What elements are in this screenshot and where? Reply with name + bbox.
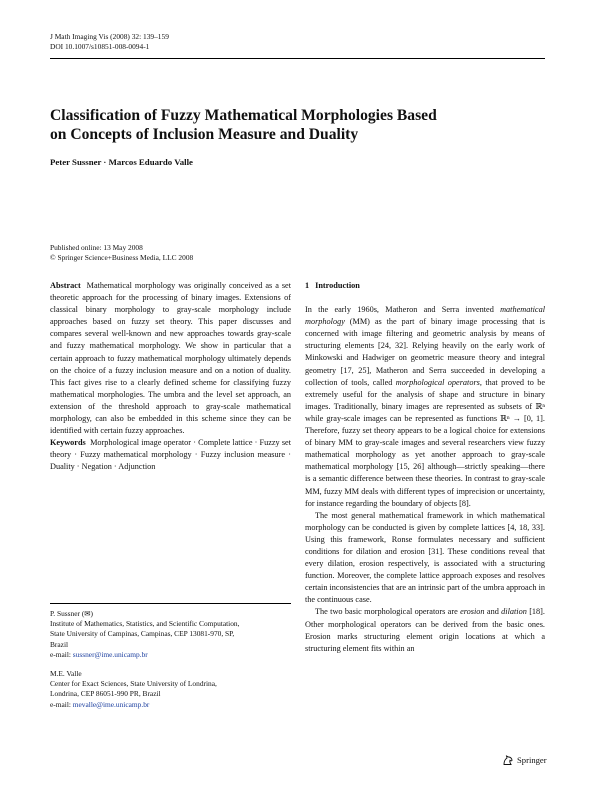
emphasis-term: dilation	[501, 607, 527, 617]
email-link-sussner[interactable]: sussner@ime.unicamp.br	[72, 649, 148, 659]
text-run: [18]. Other morphological operators can be derived from the basic ones. Erosion marks structuring element origin locations at which a structuring element fits within an	[305, 607, 545, 653]
affiliation-line: Brazil	[50, 639, 69, 649]
text-run: The two basic morphological operators are	[315, 607, 461, 617]
author-affiliations	[50, 603, 291, 710]
affiliation-email-row	[50, 700, 291, 710]
email-link-valle[interactable]: mevalle@ime.unicamp.br	[72, 699, 150, 709]
published-date: Published online: 13 May 2008	[50, 243, 143, 252]
right-column	[305, 280, 545, 655]
springer-horse-icon	[502, 754, 514, 766]
abstract	[50, 280, 291, 437]
email-prefix: e-mail:	[50, 649, 73, 659]
affiliation-email-row	[50, 650, 291, 660]
emphasis-term: erosion	[460, 607, 485, 617]
affiliation-sussner	[50, 609, 291, 660]
emphasis-term: morphological operators	[395, 377, 480, 387]
authors: Peter Sussner · Marcos Eduardo Valle	[50, 157, 193, 167]
copyright: © Springer Science+Business Media, LLC 2008	[50, 253, 194, 263]
journal-citation: J Math Imaging Vis (2008) 32: 139–159	[50, 32, 169, 41]
publisher-name: Springer	[517, 755, 547, 765]
affiliation-valle	[50, 669, 291, 710]
text-run: and	[484, 607, 502, 617]
intro-paragraph-3	[305, 606, 545, 654]
affiliation-name: P. Sussner (✉)	[50, 609, 93, 618]
section-title: Introduction	[315, 281, 360, 290]
intro-paragraph-1	[305, 304, 545, 510]
section-heading-introduction	[305, 280, 545, 292]
keywords-label: Keywords	[50, 438, 86, 448]
text-run: In the early 1960s, Matheron and Serra invented	[305, 305, 501, 315]
text-run: , that proved to be extremely useful for the analysis of shape and structure in binary images. Traditionally, binary images are represented as subsets of ℝⁿ while gray-scale images can be represented as functions ℝⁿ → [0, 1]. Therefore, fuzzy set theory appears to be a logical choice for extensions of binary MM to gray-scale images and several researchers view fuzzy mathematical morphology as yet another approach to gray-scale mathematical morphology [15, 26] although—strictly speaking—there is a semantic difference between these theories. In contrast to gray-scale MM, fuzzy MM deals with different types of imprecision or uncertainty, for instance regarding the boundary of objects [8].	[305, 377, 546, 508]
journal-doi: DOI 10.1007/s10851-008-0094-1	[50, 41, 150, 51]
abstract-text: Mathematical morphology was originally conceived as a set theoretic approach for the processing of binary images. Extensions of classical binary morphology to gray-scale morphology include approaches based on fuzzy set theory. This paper discusses and compares several well-known and new approaches towards gray-scale and fuzzy mathematical morphology. We show in particular that a certain approach to fuzzy mathematical morphology ultimately depends on the choice of a fuzzy inclusion measure and on a notion of duality. This fact gives rise to a clearly defined scheme for classifying fuzzy mathematical morphologies. The umbra and the level set approach, an extension of the threshold approach to gray-scale mathematical morphology, can also be embedded in this scheme since they can be identified with certain fuzzy approaches.	[50, 281, 292, 436]
email-prefix: e-mail:	[50, 699, 73, 709]
publication-info	[50, 243, 193, 263]
title-line-1: Classification of Fuzzy Mathematical Morphologies Based	[50, 107, 437, 124]
journal-header	[50, 32, 169, 51]
affiliation-line: Institute of Mathematics, Statistics, and Scientific Computation,	[50, 619, 240, 629]
paper-title	[50, 106, 530, 144]
affiliation-name: M.E. Valle	[50, 669, 82, 679]
title-line-2: on Concepts of Inclusion Measure and Duality	[50, 126, 359, 143]
affiliation-line: Londrina, CEP 86051-990 PR, Brazil	[50, 689, 161, 699]
keywords	[50, 437, 291, 473]
affiliation-line: Center for Exact Sciences, State University of Londrina,	[50, 679, 217, 689]
header-rule	[50, 58, 545, 59]
left-column	[50, 280, 291, 474]
keywords-text: Morphological image operator · Complete lattice · Fuzzy set theory · Fuzzy mathematical morphology · Fuzzy inclusion measure · Duality · Negation · Adjunction	[50, 438, 292, 472]
emphasis-term: mathematical morphology	[305, 305, 545, 327]
abstract-label: Abstract	[50, 281, 81, 290]
section-number: 1	[305, 281, 310, 290]
affiliation-line: State University of Campinas, Campinas, CEP 13081-970, SP,	[50, 629, 235, 639]
publisher-logo	[502, 754, 547, 766]
text-run: (MM) as the part of binary image processing that is concerned with image filtering and geometric analysis by means of structuring elements [24, 32]. Relying heavily on the early work of Minkowski and Hadwiger on geometric measure theory and integral geometry [17, 25], Matheron and Serra succeeded in developing a collection of tools, called	[305, 317, 545, 387]
intro-paragraph-2: The most general mathematical framework in which mathematical morphology can be conducted is given by complete lattices [4, 18, 33]. Using this framework, Ronse formulates necessary and sufficient conditions for dilation and erosion [31]. These conditions reveal that every dilation, erosion respectively, is associated with a structuring function. Moreover, the complete lattice approach exposes and resolves certain inconsistencies that are an intrinsic part of the umbra approach in the continuous case.	[305, 510, 545, 605]
